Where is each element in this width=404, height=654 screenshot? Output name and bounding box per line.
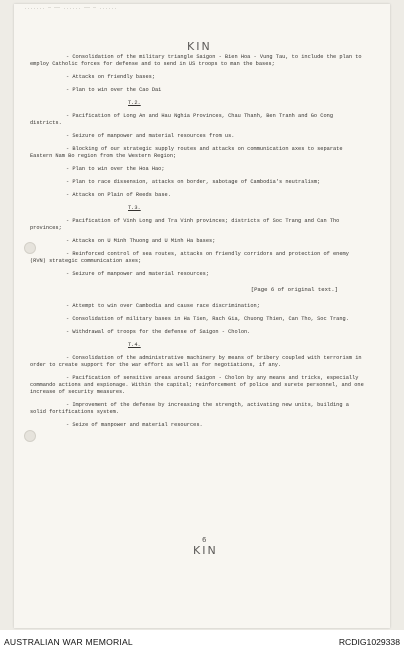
paragraph: - Blocking of our strategic supply routes and attacks on communication axes to separate Eastern Nam Bo region from the Western Region; bbox=[30, 146, 343, 159]
paragraph: - Consolidation of the administrative machinery by means of bribery coupled with terrorism in order to create support for the war effort as well as for negotiations, if any. bbox=[30, 355, 362, 368]
section-heading: T.3. bbox=[128, 205, 141, 211]
footer-record-id: RCDIG1029338 bbox=[338, 637, 400, 647]
footer-page-mark: 6 bbox=[202, 536, 209, 544]
paragraph: - Plan to win over the Hoa Hao; bbox=[66, 166, 165, 172]
footer-mark: KIN bbox=[193, 544, 218, 557]
paragraph: - Attacks on U Minh Thuong and U Minh Ha bases; bbox=[66, 238, 216, 244]
header-mark: KIN bbox=[187, 40, 212, 53]
paragraph: - Consolidation of the military triangle Saigon - Bien Hoa - Vung Tau, to include the plan to employ Catholic forces for defense and to send in US troops to man the bases; bbox=[30, 54, 362, 67]
archive-footer bbox=[0, 630, 404, 654]
paragraph: - Attacks on friendly bases; bbox=[66, 74, 156, 80]
paragraph: - Seizure of manpower and material resources; bbox=[66, 271, 210, 277]
paragraph: - Attempt to win over Cambodia and cause race discrimination; bbox=[66, 303, 260, 309]
paragraph: - Plan to race dissension, attacks on border, sabotage of Cambodia's neutralism; bbox=[66, 179, 321, 185]
section-heading: T.4. bbox=[128, 342, 141, 348]
document-page bbox=[14, 4, 390, 628]
paragraph: - Seize of manpower and material resources. bbox=[66, 422, 203, 428]
paragraph: - Withdrawal of troops for the defense of Saigon - Cholon. bbox=[66, 329, 251, 335]
document-body bbox=[30, 54, 366, 435]
paragraph: - Improvement of the defense by increasing the strength, activating new units, building a solid fortifications system. bbox=[30, 402, 349, 415]
paragraph: - Seizure of manpower and material resources from us. bbox=[66, 133, 235, 139]
paragraph: - Consolidation of military bases in Ha Tien, Rach Gia, Chuong Thien, Can Tho, Soc Trang. bbox=[66, 316, 349, 322]
paragraph: - Pacification of Vinh Long and Tra Vinh provinces; districts of Soc Trang and Can Tho provinces; bbox=[30, 218, 340, 231]
top-strip-text: ....... — —— ...... —— — ...... bbox=[24, 5, 118, 11]
paragraph: - Pacification of Long An and Hau Nghia Provinces, Chau Thanh, Ben Tranh and Go Cong districts. bbox=[30, 113, 334, 126]
paragraph: - Pacification of sensitive areas around Saigon - Cholon by any means and tricks, especially commando actions and espionage. Within the capital; reinforcement of police and surete personnel, and one increase of security measures. bbox=[30, 375, 364, 395]
section-heading: T.2. bbox=[128, 100, 141, 106]
paragraph: - Plan to win over the Cao Dai bbox=[66, 87, 162, 93]
footer-institution: AUSTRALIAN WAR MEMORIAL bbox=[4, 637, 133, 647]
paragraph: - Reinforced control of sea routes, attacks on friendly corridors and protection of enemy (RVN) strategic communication axes; bbox=[30, 251, 349, 264]
page-reference-note: [Page 6 of original text.] bbox=[250, 286, 338, 293]
paragraph: - Attacks on Plain of Reeds base. bbox=[66, 192, 171, 198]
